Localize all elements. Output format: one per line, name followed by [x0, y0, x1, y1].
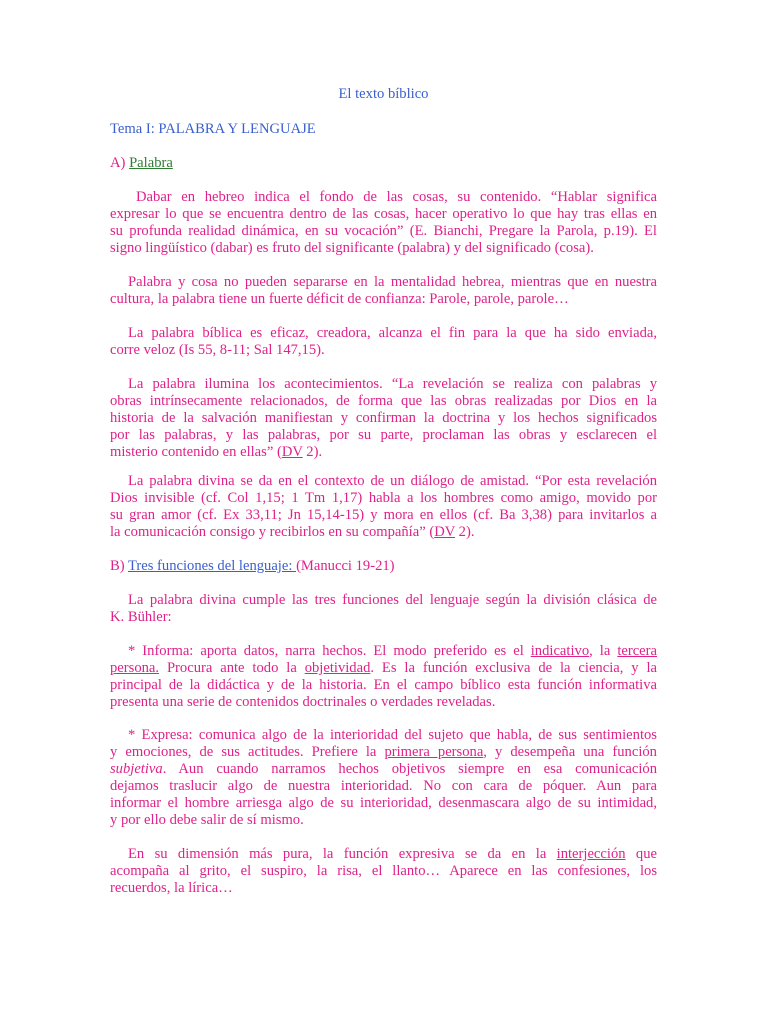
- text-line: [110, 643, 657, 660]
- paragraph-informa: [110, 643, 657, 711]
- underlined-term: indicativo: [530, 643, 590, 659]
- text-fragment: y emociones, de sus actitudes. Prefiere la: [110, 744, 385, 760]
- text-fragment: . Aun cuando narramos hechos objetivos siempre en esa comunicación: [162, 761, 657, 777]
- text-line: recuerdos, la lírica…: [110, 880, 233, 896]
- text-line: [110, 761, 657, 778]
- section-a-prefix: A): [110, 155, 130, 171]
- text-line: su gran amor (cf. Ex 33,11; Jn 15,14-15) y mora en ellos (cf. Ba 3,38) para invitarlos a: [110, 507, 657, 523]
- text-line: acompaña al grito, el suspiro, la risa, el llanto… Aparece en las confesiones, los: [110, 863, 657, 879]
- text-fragment: , y desempeña una función: [483, 744, 657, 760]
- text-fragment: que: [625, 846, 657, 862]
- text-line: La palabra bíblica es eficaz, creadora, alcanza el fin para la que ha sido enviada,: [128, 325, 657, 341]
- text-fragment: En su dimensión más pura, la función expresiva se da en la: [128, 846, 557, 862]
- section-a-heading: [110, 155, 657, 172]
- text-fragment: * Informa: aporta datos, narra hechos. El modo preferido es el: [128, 643, 531, 659]
- text-line: Dabar en hebreo indica el fondo de las cosas, su contenido. “Hablar significa: [136, 189, 657, 205]
- text-line: La palabra divina cumple las tres funciones del lenguaje según la división clásica de: [128, 592, 657, 608]
- text-line: Dios invisible (cf. Col 1,15; 1 Tm 1,17) habla a los hombres como amigo, movido por: [110, 490, 657, 506]
- text-line: informar el hombre arriesga algo de su interioridad, desenmascara algo de su intimidad,: [110, 795, 657, 811]
- text-line: su profunda realidad dinámica, en su vocación” (E. Bianchi, Pregare la Parola, p.19). El: [110, 223, 657, 239]
- italic-term: subjetiva: [110, 761, 163, 777]
- paragraph-expresa: [110, 727, 657, 829]
- text-line: [110, 524, 657, 541]
- dv-reference: DV: [434, 524, 456, 540]
- text-line: historia de la salvación manifiestan y confirman la doctrina y los hechos significados: [110, 410, 657, 426]
- underlined-term: tercera: [617, 643, 657, 659]
- text-fragment: Procura ante todo la: [159, 660, 305, 676]
- text-fragment: 2).: [302, 444, 323, 460]
- paragraph-palabra-eficaz: [110, 325, 657, 359]
- underlined-term: primera persona: [384, 744, 484, 760]
- paragraph-interjeccion: [110, 846, 657, 897]
- document-title: El texto bíblico: [338, 86, 429, 102]
- section-b-heading: [110, 558, 657, 575]
- underlined-term: persona.: [110, 660, 160, 676]
- text-line: [110, 744, 657, 761]
- underlined-term: objetividad: [304, 660, 371, 676]
- underlined-term: interjección: [556, 846, 626, 862]
- text-line: [110, 660, 657, 677]
- paragraph-palabra-cosa: [110, 274, 657, 308]
- tema-heading: Tema I: PALABRA Y LENGUAJE: [110, 121, 316, 137]
- text-line: presenta una serie de contenidos doctrinales o verdades reveladas.: [110, 694, 496, 710]
- text-fragment: la comunicación consigo y recibirlos en su compañía” (: [110, 524, 435, 540]
- text-line: * Expresa: comunica algo de la interioridad del sujeto que habla, de sus sentimientos: [128, 727, 657, 743]
- text-line: por las palabras, y las palabras, por su parte, proclaman las obras y esclarecen el: [110, 427, 657, 443]
- text-line: Palabra y cosa no pueden separarse en la mentalidad hebrea, mientras que en nuestra: [128, 274, 657, 290]
- paragraph-tres-funciones: [110, 592, 657, 626]
- dv-reference: DV: [281, 444, 303, 460]
- section-b-ref: (Manucci 19-21): [296, 558, 395, 574]
- text-line: K. Bühler:: [110, 609, 172, 625]
- text-fragment: . Es la función exclusiva de la ciencia, y la: [370, 660, 657, 676]
- section-a-title: Palabra: [129, 155, 173, 171]
- text-fragment: 2).: [455, 524, 475, 540]
- text-fragment: misterio contenido en ellas” (: [110, 444, 282, 460]
- text-line: [110, 846, 657, 863]
- text-line: principal de la didáctica y de la historia. En el campo bíblico esta función informativa: [110, 677, 657, 693]
- text-line: y por ello debe salir de sí mismo.: [110, 812, 304, 828]
- text-line: cultura, la palabra tiene un fuerte déficit de confianza: Parole, parole, parole…: [110, 291, 569, 307]
- section-b-prefix: B): [110, 558, 128, 574]
- text-line: signo lingüístico (dabar) es fruto del significante (palabra) y del significado (cosa).: [110, 240, 594, 256]
- text-fragment: , la: [589, 643, 618, 659]
- text-line: obras intrínsecamente relacionados, de forma que las obras realizadas por Dios en la: [110, 393, 657, 409]
- text-line: dejamos traslucir algo de nuestra interioridad. No con cara de póquer. Aun para: [110, 778, 657, 794]
- paragraph-palabra-ilumina: [110, 376, 657, 461]
- text-line: corre veloz (Is 55, 8-11; Sal 147,15).: [110, 342, 325, 358]
- text-line: [110, 444, 657, 461]
- paragraph-dialogo-amistad: [110, 473, 657, 541]
- text-line: La palabra ilumina los acontecimientos. “La revelación se realiza con palabras y: [128, 376, 657, 392]
- paragraph-dabar: [110, 189, 657, 257]
- section-b-title: Tres funciones del lenguaje:: [127, 558, 297, 574]
- text-line: La palabra divina se da en el contexto de un diálogo de amistad. “Por esta revelación: [128, 473, 657, 489]
- text-line: expresar lo que se encuentra dentro de las cosas, hacer operativo lo que hay tras ellas en: [110, 206, 657, 222]
